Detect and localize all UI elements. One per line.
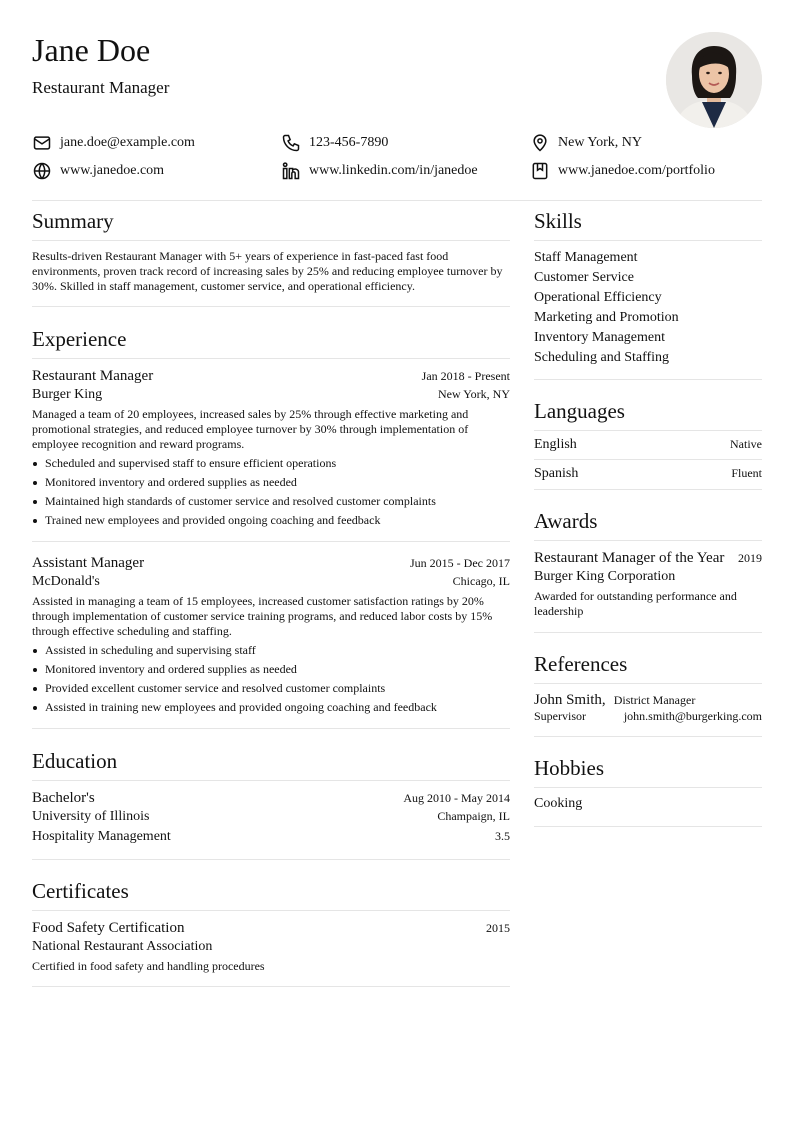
- references-section: [534, 651, 762, 737]
- languages-heading: Languages: [534, 398, 762, 431]
- bullet-item: Assisted in scheduling and supervising staff: [32, 641, 510, 660]
- contact-info: [32, 134, 762, 180]
- contact-location: [530, 134, 762, 152]
- bullet-item: Assisted in training new employees and provided ongoing coaching and feedback: [32, 698, 510, 717]
- skill-item: Marketing and Promotion: [534, 310, 679, 325]
- hobby-item: Cooking: [534, 796, 583, 811]
- bullet-item: Provided excellent customer service and resolved customer complaints: [32, 679, 510, 698]
- certificate-name: Food Safety Certification: [32, 920, 185, 936]
- job-company: Burger King: [32, 387, 103, 402]
- awards-section: [534, 508, 762, 633]
- school-location: Champaign, IL: [437, 809, 510, 823]
- contact-website[interactable]: [32, 162, 281, 180]
- language-level: Fluent: [731, 466, 762, 480]
- certificates-section: [32, 878, 510, 987]
- awards-heading: Awards: [534, 508, 762, 541]
- bullet-item: Scheduled and supervised staff to ensure efficient operations: [32, 454, 510, 473]
- education-heading: Education: [32, 748, 510, 781]
- reference-title: District Manager: [613, 693, 696, 707]
- job-location: Chicago, IL: [452, 574, 510, 588]
- languages-section: [534, 398, 762, 490]
- language-item: [534, 460, 762, 489]
- hobbies-heading: Hobbies: [534, 755, 762, 788]
- job-description: Assisted in managing a team of 15 employees, increased customer satisfaction ratings by 20% through implementation of customer service training programs, and reduced labor costs by 15% through effective scheduling and staffing.: [32, 594, 493, 638]
- portfolio-icon: [530, 161, 550, 181]
- location-text: New York, NY: [558, 135, 643, 150]
- linkedin-link[interactable]: www.linkedin.com/in/janedoe: [309, 163, 478, 178]
- reference-relation: Supervisor: [534, 709, 586, 723]
- phone-icon: [281, 133, 301, 153]
- map-pin-icon: [530, 133, 550, 153]
- main-column: [32, 208, 510, 987]
- contact-phone[interactable]: [281, 134, 530, 152]
- skill-item: Inventory Management: [534, 330, 666, 345]
- resume-header: [32, 30, 762, 130]
- candidate-name: Jane Doe: [32, 32, 151, 68]
- job-role: Restaurant Manager: [32, 368, 154, 384]
- skill-item: Scheduling and Staffing: [534, 350, 670, 365]
- job-bullets: [32, 454, 510, 530]
- award-year: 2019: [738, 551, 762, 565]
- bullet-item: Maintained high standards of customer service and resolved customer complaints: [32, 492, 510, 511]
- education-dates: Aug 2010 - May 2014: [403, 791, 510, 805]
- bullet-item: Monitored inventory and ordered supplies as needed: [32, 660, 510, 679]
- certificate-issuer: National Restaurant Association: [32, 939, 213, 954]
- language-item: [534, 431, 762, 460]
- education-entry: [32, 781, 510, 847]
- globe-icon: [32, 161, 52, 181]
- education-section: [32, 748, 510, 860]
- avatar-portrait-icon: [666, 32, 762, 128]
- experience-entry: [32, 359, 510, 542]
- experience-heading: Experience: [32, 326, 510, 359]
- website-link[interactable]: www.janedoe.com: [60, 163, 165, 178]
- header-divider: [32, 200, 762, 201]
- skills-section: [534, 208, 762, 380]
- sidebar-column: [534, 208, 762, 827]
- mail-icon: [32, 133, 52, 153]
- experience-entry: [32, 542, 510, 728]
- linkedin-icon: [281, 161, 301, 181]
- reference-name: John Smith,: [534, 692, 606, 708]
- email-text[interactable]: jane.doe@example.com: [60, 135, 195, 150]
- job-location: New York, NY: [437, 387, 510, 401]
- contact-email[interactable]: [32, 134, 281, 152]
- summary-text: Results-driven Restaurant Manager with 5+ years of experience in fast-paced fast food environments, proven track record of increasing sales by 25% and reducing employee turnover by 30%. Skilled in staff management, customer service, and operational efficiency.: [32, 249, 503, 293]
- job-bullets: [32, 641, 510, 717]
- skill-item: Operational Efficiency: [534, 290, 662, 305]
- award-issuer: Burger King Corporation: [534, 569, 676, 584]
- language-name: English: [534, 437, 577, 452]
- skill-item: Customer Service: [534, 270, 634, 285]
- award-name: Restaurant Manager of the Year: [534, 550, 725, 566]
- degree: Bachelor's: [32, 790, 95, 806]
- language-name: Spanish: [534, 466, 579, 481]
- job-description: Managed a team of 20 employees, increased sales by 25% through effective marketing and promotional strategies, and reduced employee turnover by 30% through implementation of employee recognition and reward programs.: [32, 407, 469, 451]
- candidate-title: Restaurant Manager: [32, 78, 170, 97]
- job-role: Assistant Manager: [32, 555, 145, 571]
- language-level: Native: [730, 437, 762, 451]
- field-of-study: Hospitality Management: [32, 829, 171, 844]
- contact-portfolio[interactable]: [530, 162, 762, 180]
- job-company: McDonald's: [32, 574, 100, 589]
- profile-photo: [666, 32, 762, 128]
- bullet-item: Monitored inventory and ordered supplies as needed: [32, 473, 510, 492]
- school: University of Illinois: [32, 809, 150, 824]
- job-dates: Jan 2018 - Present: [421, 369, 510, 383]
- skills-list: [534, 241, 762, 379]
- reference-entry: [534, 684, 762, 724]
- phone-text[interactable]: 123-456-7890: [309, 135, 389, 150]
- certificate-year: 2015: [486, 921, 510, 935]
- gpa: 3.5: [495, 829, 510, 843]
- certificates-heading: Certificates: [32, 878, 510, 911]
- summary-heading: Summary: [32, 208, 510, 241]
- award-entry: [534, 541, 762, 619]
- portfolio-link[interactable]: www.janedoe.com/portfolio: [558, 163, 715, 178]
- summary-section: [32, 208, 510, 307]
- references-heading: References: [534, 651, 762, 684]
- certificate-description: Certified in food safety and handling procedures: [32, 959, 265, 973]
- experience-section: [32, 326, 510, 729]
- skill-item: Staff Management: [534, 250, 638, 265]
- skills-heading: Skills: [534, 208, 762, 241]
- job-dates: Jun 2015 - Dec 2017: [410, 556, 510, 570]
- reference-email[interactable]: john.smith@burgerking.com: [623, 709, 762, 723]
- contact-linkedin[interactable]: [281, 162, 530, 180]
- certificate-entry: [32, 911, 510, 974]
- bullet-item: Trained new employees and provided ongoing coaching and feedback: [32, 511, 510, 530]
- hobbies-section: [534, 755, 762, 827]
- award-description: Awarded for outstanding performance and leadership: [534, 589, 737, 618]
